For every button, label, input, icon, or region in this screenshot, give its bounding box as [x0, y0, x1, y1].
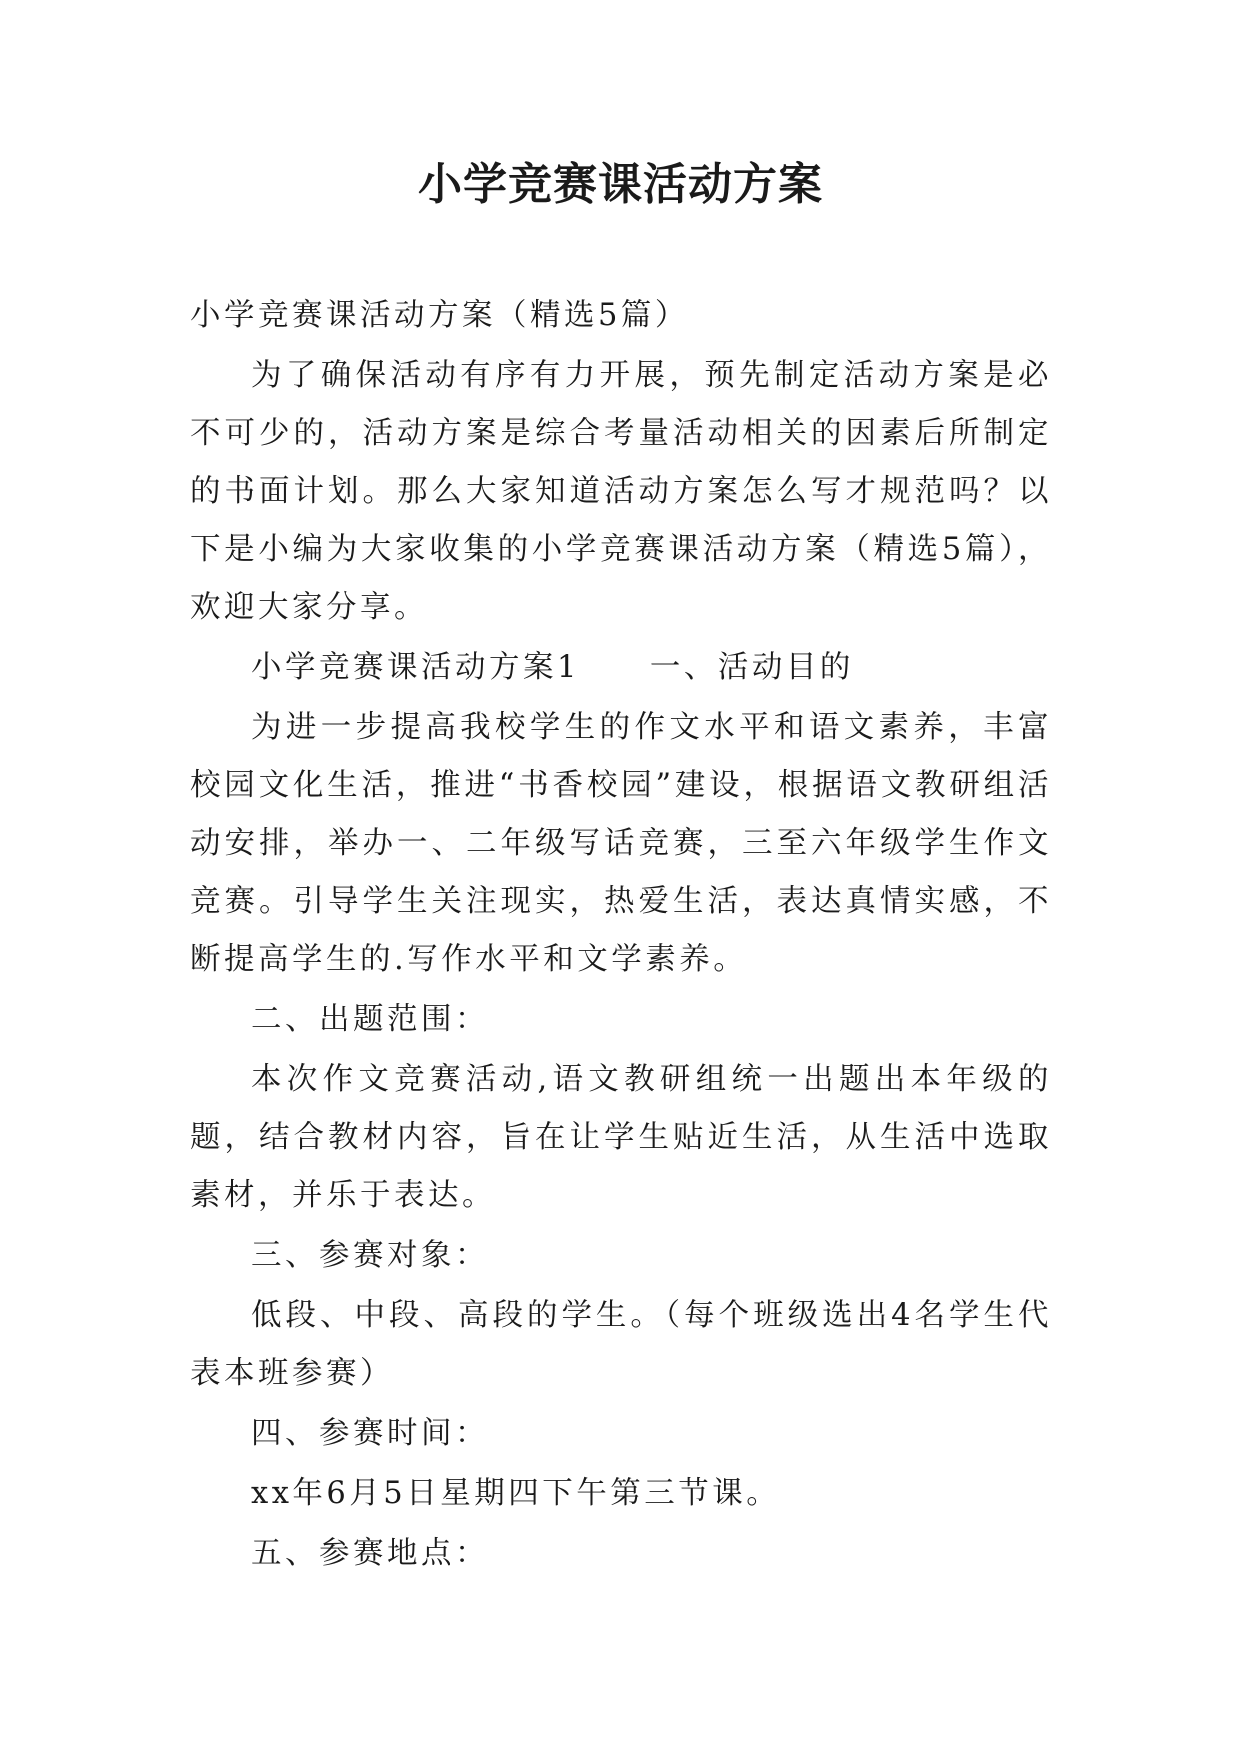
section-1-heading: 一、活动目的 — [649, 650, 854, 685]
plan-1-heading: 小学竞赛课活动方案1 — [251, 650, 580, 685]
section-2-paragraph: 本次作文竞赛活动,语文教研组统一出题出本年级的题，结合教材内容，旨在让学生贴近生活，从生活中选取素材，并乐于表达。 — [190, 1062, 1052, 1213]
section-1-paragraph: 为进一步提高我校学生的作文水平和语文素养，丰富校园文化生活，推进“书香校园”建设，根据语文教研组活动安排，举办一、二年级写话竞赛，三至六年级学生作文竞赛。引导学生关注现实，热爱生活，表达真情实感，不断提高学生的.写作水平和文学素养。 — [190, 710, 1052, 977]
section-5-heading: 五、参赛地点： — [251, 1536, 489, 1571]
section-2-heading: 二、出题范围： — [251, 1002, 489, 1037]
section-4-paragraph: xx年6月5日星期四下午第三节课。 — [251, 1476, 781, 1511]
document-title: 小学竞赛课活动方案 — [418, 159, 823, 210]
section-4-heading: 四、参赛时间： — [251, 1416, 489, 1451]
section-3-heading: 三、参赛对象： — [251, 1238, 489, 1273]
section-3-paragraph: 低段、中段、高段的学生。（每个班级选出4名学生代表本班参赛） — [190, 1298, 1052, 1391]
document-subtitle: 小学竞赛课活动方案（精选5篇） — [190, 298, 689, 333]
document-body — [190, 287, 1052, 1585]
intro-paragraph: 为了确保活动有序有力开展，预先制定活动方案是必不可少的，活动方案是综合考量活动相关的因素后所制定的书面计划。那么大家知道活动方案怎么写才规范吗？以下是小编为大家收集的小学竞赛课活动方案（精选5篇），欢迎大家分享。 — [190, 358, 1052, 625]
plan-1-heading-line — [190, 639, 1052, 697]
